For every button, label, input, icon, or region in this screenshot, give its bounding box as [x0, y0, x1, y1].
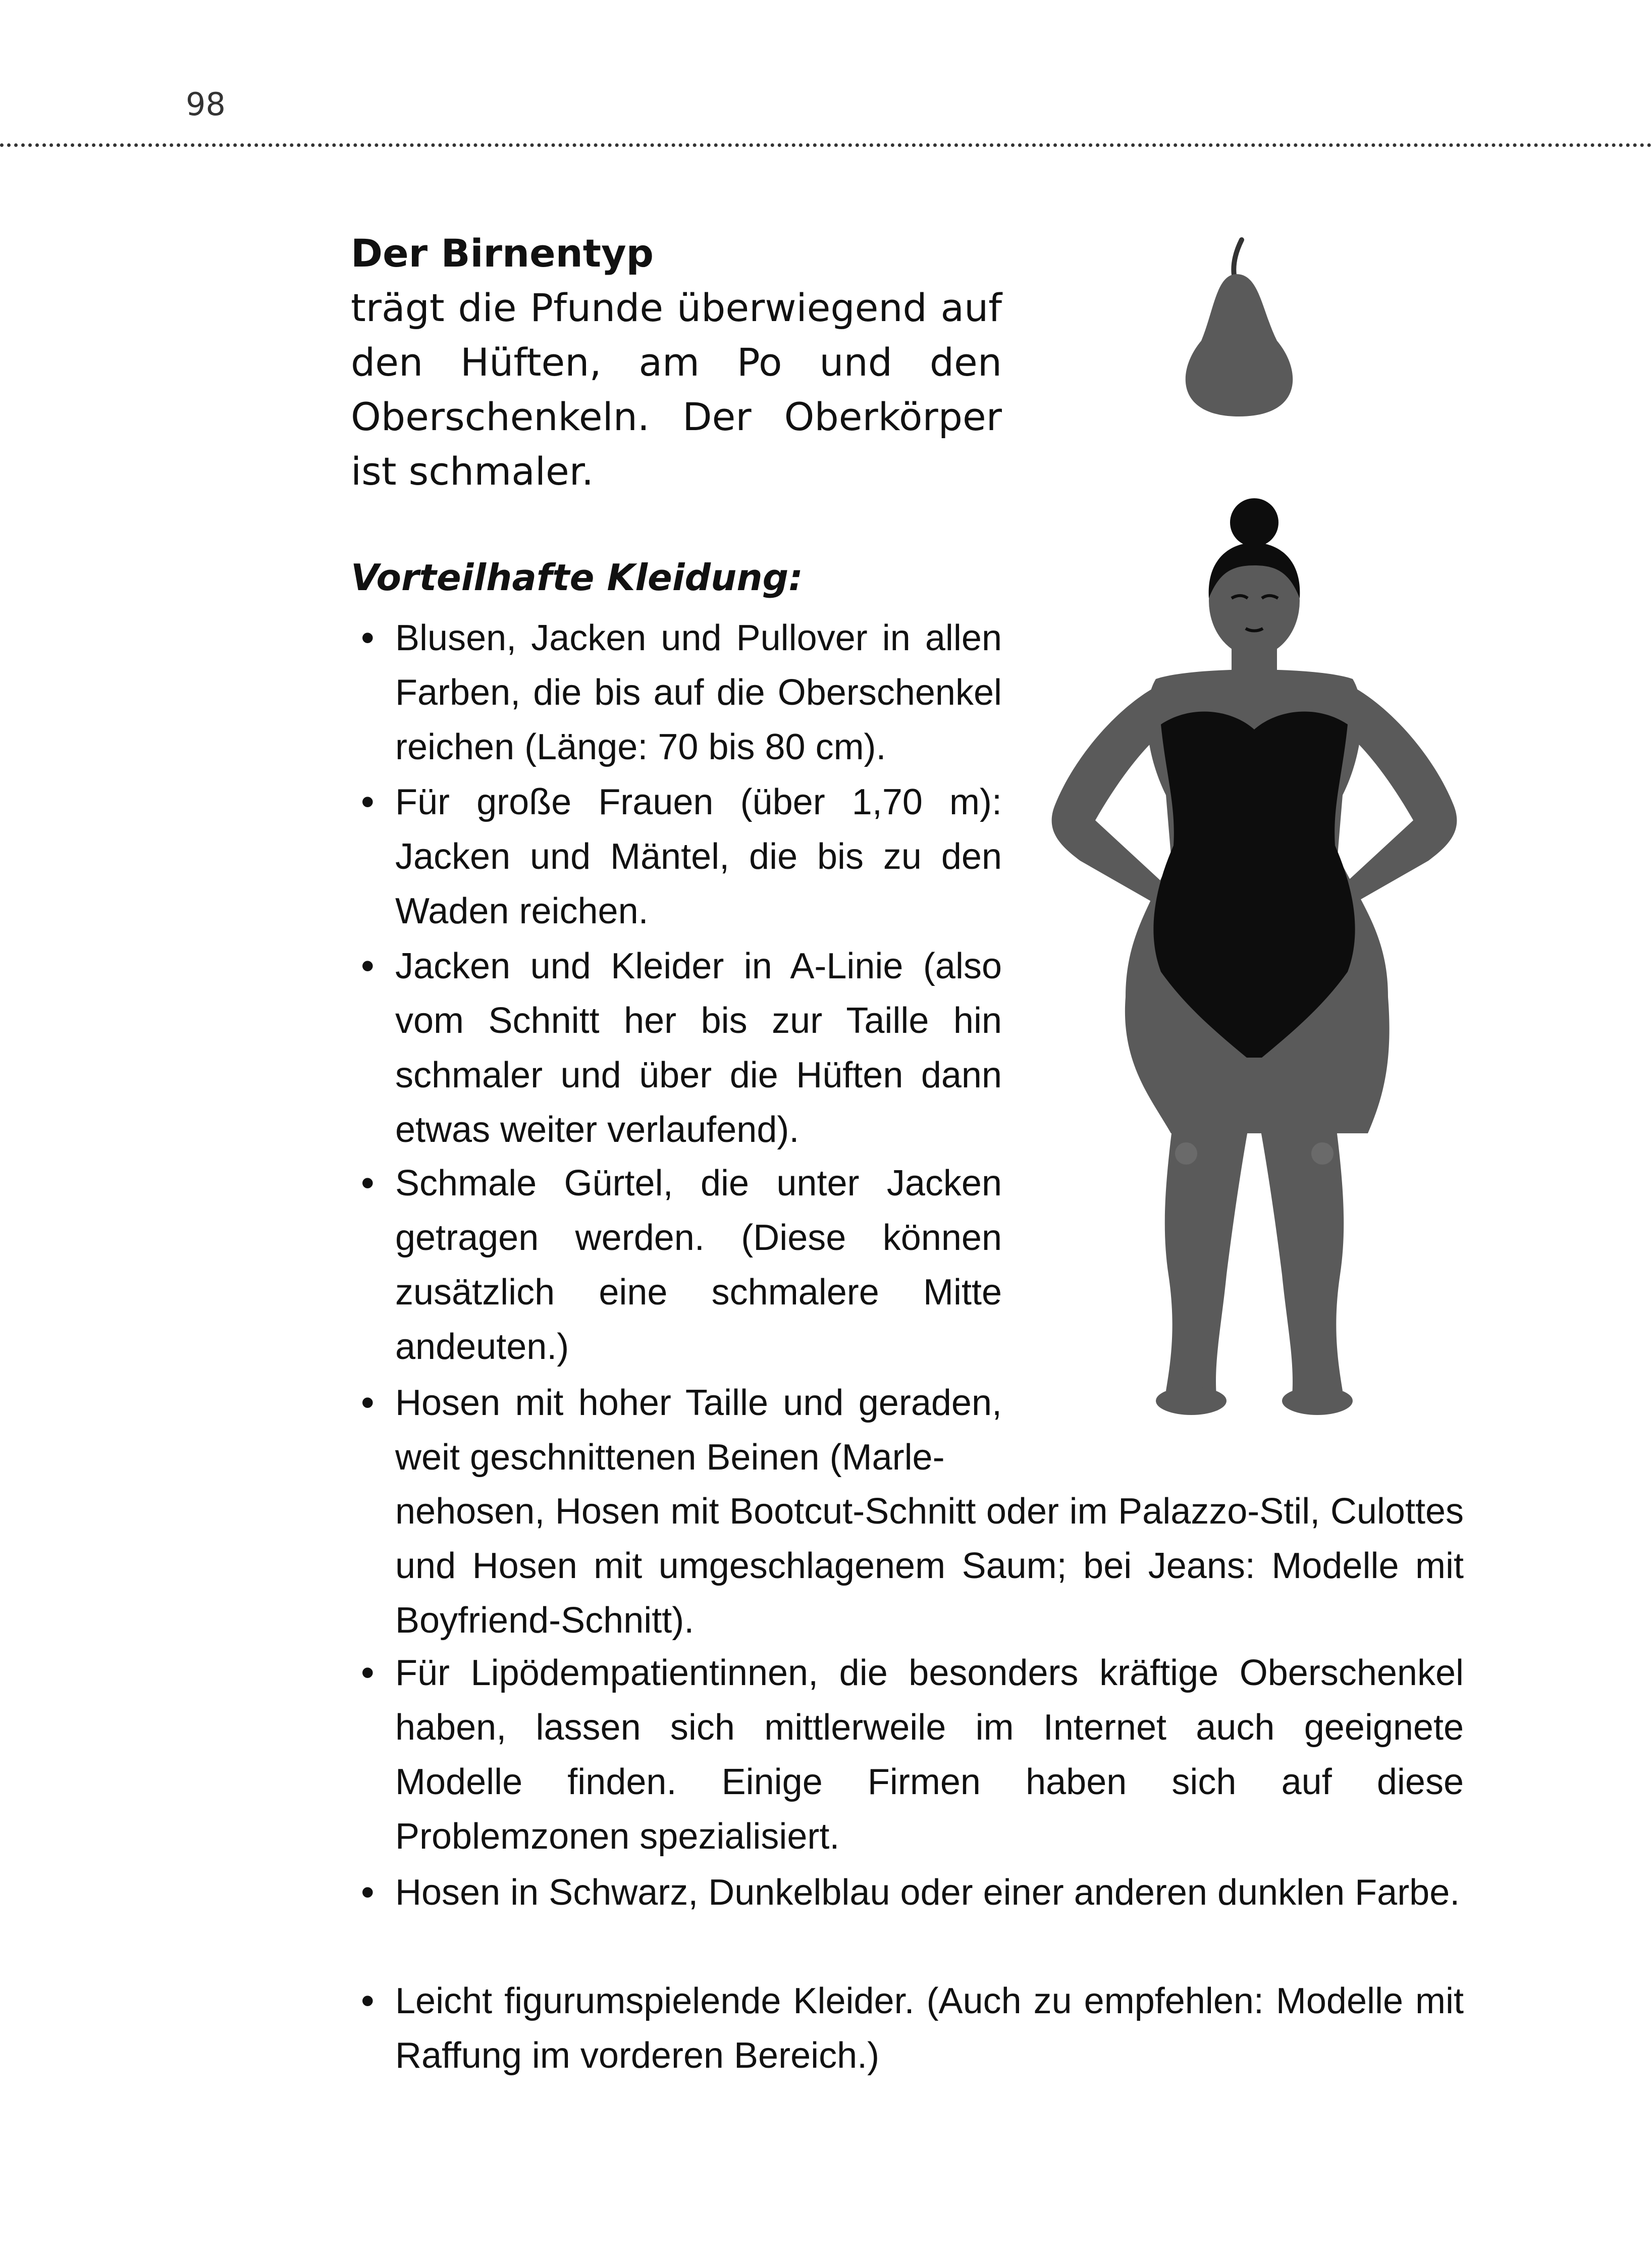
list-item-continuation — [361, 1484, 1464, 1648]
bullet-icon: • — [361, 1979, 375, 2022]
list-item — [361, 1156, 1002, 1374]
bullet-icon: • — [361, 1651, 375, 1694]
list-item — [361, 1974, 1464, 2083]
pear-icon — [1166, 235, 1312, 427]
list-item — [361, 611, 1002, 774]
list-item — [361, 1646, 1464, 1864]
bullet-icon: • — [361, 1871, 375, 1914]
list-item-text: Blusen, Jacken und Pullover in allen Farben, die bis auf die Oberschenkel reichen (Länge: 70 bis 80 cm). — [395, 618, 1002, 767]
list-item — [361, 775, 1002, 938]
list-item-text: Leicht figurumspielende Kleider. (Auch zu empfehlen: Modelle mit Raffung im vorderen Bereich.) — [395, 1981, 1464, 2076]
list-item — [361, 1865, 1464, 1920]
page-number: 98 — [186, 86, 226, 123]
bullet-icon: • — [361, 780, 375, 823]
list-item-text: Für Lipödempatientinnen, die besonders kräftige Oberschenkel haben, lassen sich mittlerweile im Internet auch geeignete Modelle finden. Einige Firmen haben sich auf diese Problemzonen spezialisiert. — [395, 1653, 1464, 1857]
list-item-text: Jacken und Kleider in A-Linie (also vom Schnitt her bis zur Taille hin schmaler und über die Hüften dann etwas weiter verlaufend). — [395, 946, 1002, 1150]
list-item-text-part: Hosen mit hoher Taille und geraden, weit geschnittenen Beinen (Marle- — [395, 1383, 1002, 1478]
list-item-text — [395, 1376, 1002, 1485]
header-divider — [0, 143, 1652, 147]
list-item-text: Hosen in Schwarz, Dunkelblau oder einer anderen dunklen Farbe. — [395, 1872, 1460, 1913]
list-item — [361, 1376, 1002, 1485]
section-heading: Der Birnentyp — [351, 231, 654, 276]
bullet-icon: • — [361, 616, 375, 659]
list-item-text: Für große Frauen (über 1,70 m): Jacken und Mäntel, die bis zu den Waden reichen. — [395, 782, 1002, 931]
bullet-icon: • — [361, 945, 375, 987]
subheading: Vorteilhafte Kleidung: — [351, 556, 803, 599]
pear-shaped-woman-figure — [1040, 492, 1469, 1431]
list-item-text: Schmale Gürtel, die unter Jacken getragen werden. (Diese können zusätzlich eine schmalere Mitte andeuten.) — [395, 1163, 1002, 1367]
list-item — [361, 939, 1002, 1157]
intro-text: trägt die Pfunde überwiegend auf den Hüften, am Po und den Oberschenkeln. Der Oberkörper ist schmaler. — [351, 285, 1002, 494]
bullet-icon: • — [361, 1162, 375, 1204]
list-item-text: nehosen, Hosen mit Bootcut-Schnitt oder im Palazzo-Stil, Culottes und Hosen mit umgeschlagenem Saum; bei Jeans: Modelle mit Boyfriend-Schnitt). — [395, 1491, 1464, 1641]
intro-paragraph — [351, 226, 1002, 499]
bullet-icon: • — [361, 1381, 375, 1424]
